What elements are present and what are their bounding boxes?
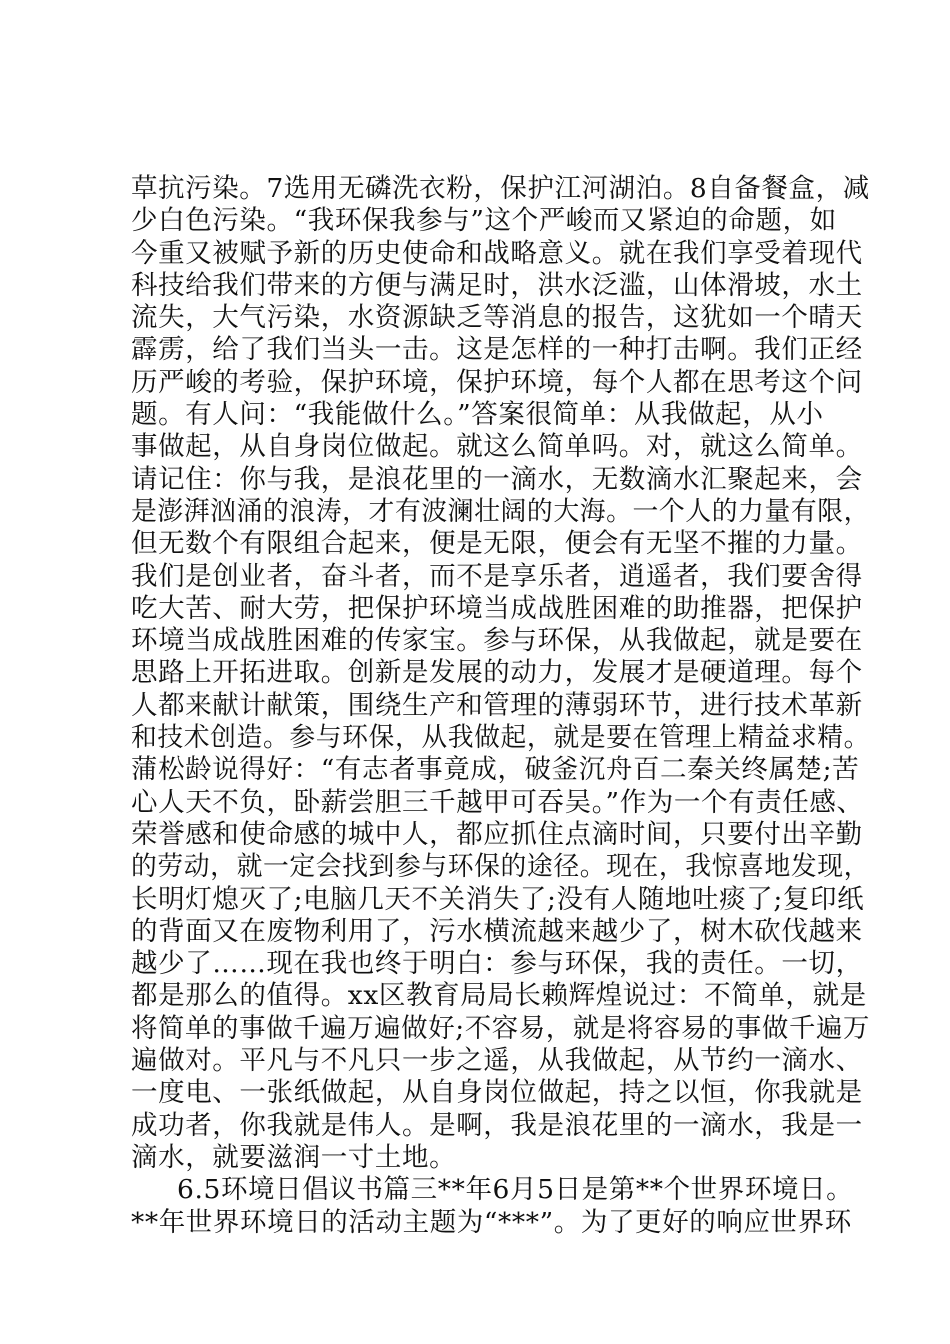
text-line-23: 长明灯熄灭了;电脑几天不关消失了;没有人随地吐痰了;复印纸 [131, 883, 865, 915]
text-line-31: 滴水，就要滋润一寸土地。 [131, 1141, 457, 1173]
text-line-16: 思路上开拓进取。创新是发展的动力，发展才是硬道理。每个 [131, 657, 863, 689]
text-line-4: 科技给我们带来的方便与满足时，洪水泛滥，山体滑坡，水土 [131, 269, 863, 301]
text-line-3: 今重又被赋予新的历史使命和战略意义。就在我们享受着现代 [131, 237, 863, 269]
text-line-33: **年世界环境日的活动主题为“***”。为了更好的响应世界环 [131, 1206, 852, 1238]
text-line-5: 流失，大气污染，水资源缺乏等消息的报告，这犹如一个晴天 [131, 302, 863, 334]
text-line-22: 的劳动，就一定会找到参与环保的途径。现在，我惊喜地发现， [131, 851, 871, 883]
text-line-20: 心人天不负，卧薪尝胆三千越甲可吞吴。”作为一个有责任感、 [131, 786, 864, 818]
text-line-8: 题。有人问：“我能做什么。”答案很简单：从我做起，从小 [131, 399, 824, 431]
text-line-19: 蒲松龄说得好：“有志者事竟成，破釜沉舟百二秦关终属楚;苦 [131, 754, 860, 786]
text-line-17: 人都来献计献策，围绕生产和管理的薄弱环节，进行技术革新 [131, 689, 863, 721]
body-text [131, 173, 871, 1239]
text-line-24: 的背面又在废物利用了，污水横流越来越少了，树木砍伐越来 [131, 915, 863, 947]
text-line-29: 一度电、一张纸做起，从自身岗位做起，持之以恒，你我就是 [131, 1077, 863, 1109]
text-line-14: 吃大苦、耐大劳，把保护环境当成战胜困难的助推器，把保护 [131, 592, 863, 624]
text-line-12: 但无数个有限组合起来，便是无限，便会有无坚不摧的力量。 [131, 528, 863, 560]
text-line-28: 遍做对。平凡与不凡只一步之遥，从我做起，从节约一滴水、 [131, 1045, 863, 1077]
text-line-27: 将简单的事做千遍万遍做好;不容易，就是将容易的事做千遍万 [131, 1012, 871, 1044]
text-line-2: 少白色污染。“我环保我参与”这个严峻而又紧迫的命题，如 [131, 205, 837, 237]
text-line-21: 荣誉感和使命感的城中人，都应抓住点滴时间，只要付出辛勤 [131, 818, 863, 850]
text-line-25: 越少了……现在我也终于明白：参与环保，我的责任。一切， [131, 948, 863, 980]
text-line-18: 和技术创造。参与环保，从我做起，就是要在管理上精益求精。 [131, 722, 871, 754]
text-line-13: 我们是创业者，奋斗者，而不是享乐者，逍遥者，我们要舍得 [131, 560, 863, 592]
text-line-26: 都是那么的值得。xx区教育局局长赖辉煌说过：不简单，就是 [131, 980, 867, 1012]
text-line-1: 草抗污染。7选用无磷洗衣粉，保护江河湖泊。8自备餐盒，减 [131, 173, 870, 204]
text-line-9: 事做起，从自身岗位做起。就这么简单吗。对，就这么简单。 [131, 431, 863, 463]
text-line-10: 请记住：你与我，是浪花里的一滴水，无数滴水汇聚起来，会 [131, 463, 863, 495]
text-line-7: 历严峻的考验，保护环境，保护环境，每个人都在思考这个问 [131, 366, 863, 398]
text-line-15: 环境当成战胜困难的传家宝。参与环保，从我做起，就是要在 [131, 625, 863, 657]
text-line-30: 成功者，你我就是伟人。是啊，我是浪花里的一滴水，我是一 [131, 1109, 863, 1141]
text-line-6: 霹雳，给了我们当头一击。这是怎样的一种打击啊。我们正经 [131, 334, 863, 366]
text-line-32: 6.5环境日倡议书篇三**年6月5日是第**个世界环境日。 [177, 1174, 854, 1206]
text-line-11: 是澎湃汹涌的浪涛，才有波澜壮阔的大海。一个人的力量有限， [131, 495, 871, 527]
